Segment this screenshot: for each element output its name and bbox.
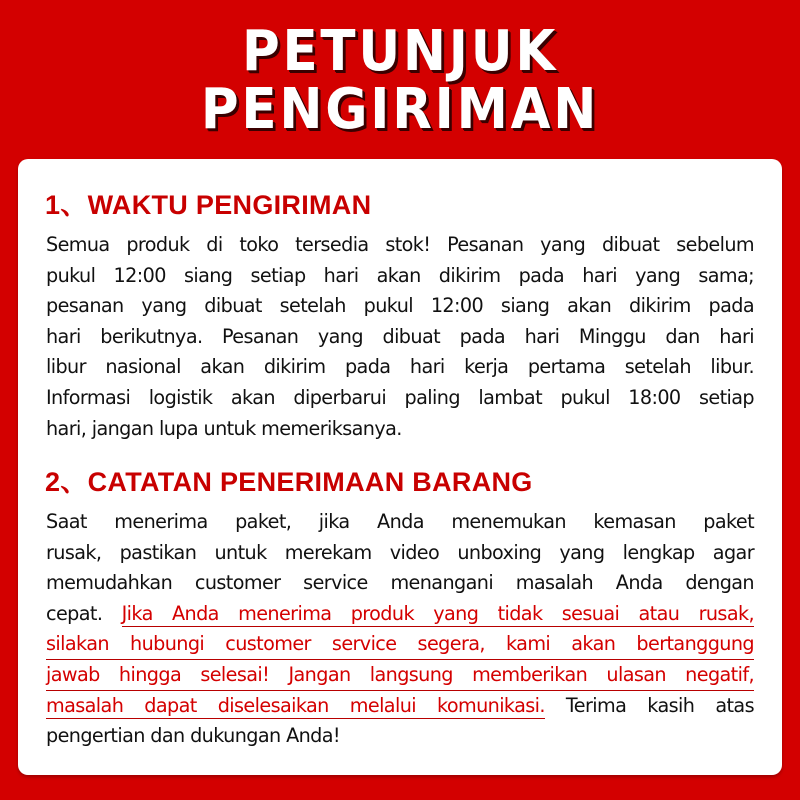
text-line: Informasi logistik akan diperbarui paling lambat pukul 18:00 setiap <box>46 385 754 409</box>
highlight-line: silakan hubungi customer service segera, kami akan bertanggung <box>46 629 754 660</box>
title-line-2: PENGIRIMAN <box>200 77 600 142</box>
section-title-shipping-time: 1、WAKTU PENGIRIMAN <box>45 190 372 220</box>
page-title <box>32 19 768 142</box>
highlight-text: Jika Anda menerima produk yang tidak sesuai atau rusak, <box>121 601 754 625</box>
section-title-receiving-notes: 2、CATATAN PENERIMAAN BARANG <box>45 467 533 497</box>
receiving-notes-text <box>46 507 754 752</box>
text-line-mixed <box>46 599 754 630</box>
text-line: hari berikutnya. Pesanan yang dibuat pada hari Minggu dan hari <box>46 324 754 348</box>
text-line: Semua produk di toko tersedia stok! Pesanan yang dibuat sebelum <box>46 233 754 256</box>
text-line: pesanan yang dibuat setelah pukul 12:00 siang akan dikirim pada <box>46 294 754 318</box>
text-line: libur nasional akan dikirim pada hari kerja pertama setelah libur. <box>46 355 754 379</box>
text-line-mixed <box>46 691 754 722</box>
text-line: Saat menerima paket, jika Anda menemukan kemasan paket <box>46 510 754 533</box>
shipping-time-text <box>46 230 754 444</box>
highlight-line: jawab hingga selesai! Jangan langsung memberikan ulasan negatif, <box>46 660 754 691</box>
text-line: pukul 12:00 siang setiap hari akan dikirim pada hari yang sama; <box>46 263 754 287</box>
highlight-text: masalah dapat diselesaikan melalui komunikasi. <box>46 693 545 717</box>
text-line: hari, jangan lupa untuk memeriksanya. <box>46 416 402 440</box>
content-card <box>18 159 782 775</box>
text-black: cepat. <box>46 601 122 625</box>
text-line: rusak, pastikan untuk merekam video unboxing yang lengkap agar <box>46 540 754 564</box>
title-line-1: PETUNJUK <box>241 19 559 84</box>
text-black: Terima kasih atas <box>544 693 754 717</box>
text-line: pengertian dan dukungan Anda! <box>46 724 340 748</box>
text-line: memudahkan customer service menangani masalah Anda dengan <box>46 571 754 595</box>
